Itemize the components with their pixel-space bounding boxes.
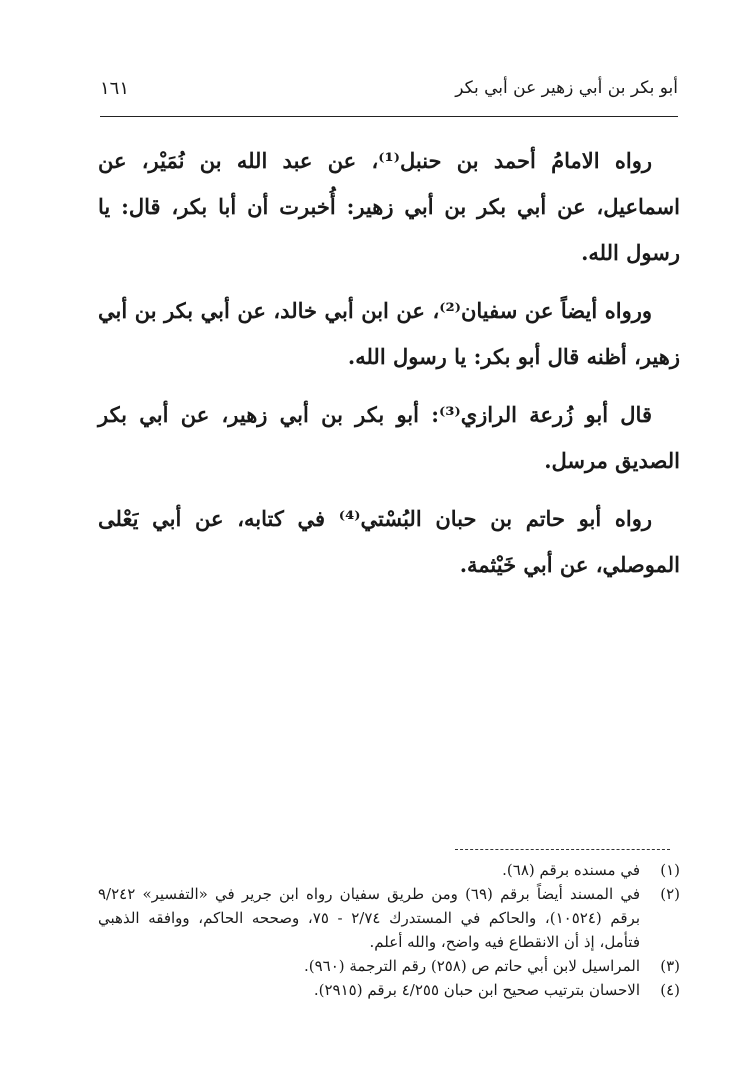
footnotes [98,858,680,1002]
footnote-number: (٢) [660,885,680,903]
paragraph: ورواه أيضاً عن سفيان⁽²⁾، عن ابن أبي خالد، عن أبي بكر بن أبي زهير، أظنه قال أبو بكر: يا رسول الله. [98,298,680,369]
footnote [98,858,680,882]
page-number: ١٦١ [100,78,130,99]
footnote-text: في مسنده برقم (٦٨). [502,861,640,879]
footnote-number: (٣) [660,957,680,975]
footnote-text: الاحسان بترتيب صحيح ابن حبان ٤/٢٥٥ برقم (٢٩١٥). [313,981,640,999]
footnote-text: في المسند أيضاً برقم (٦٩) ومن طريق سفيان رواه ابن جرير في «التفسير» ٩/٢٤٢ برقم (١٠٥٢٤)، والحاكم في المستدرك ٢/٧٤ - ٧٥، وصححه الحاكم، ووافقه الذهبي فتأمل، إذ أن الانقطاع فيه واضح، والله أعلم. [98,885,640,951]
paragraph: رواه أبو حاتم بن حبان البُسْتي⁽⁴⁾ في كتابه، عن أبي يَعْلى الموصلي، عن أبي خَيْثمة. [98,506,680,577]
footnote-number: (٤) [660,981,680,999]
header-rule [100,116,678,117]
paragraph: رواه الامامُ أحمد بن حنبل⁽¹⁾، عن عبد الله بن نُمَيْر، عن اسماعيل، عن أبي بكر بن أبي زهير: أُخبرت أن أبا بكر، قال: يا رسول الله. [98,148,680,265]
footnote [98,882,680,954]
main-text [98,138,680,600]
footnote [98,978,680,1002]
footnote-number: (١) [660,861,680,879]
footnote-text: المراسيل لابن أبي حاتم ص (٢٥٨) رقم الترجمة (٩٦٠). [303,957,640,975]
footnote [98,954,680,978]
paragraph: قال أبو زُرعة الرازي⁽³⁾: أبو بكر بن أبي زهير، عن أبي بكر الصديق مرسل. [98,402,680,473]
page-header [100,68,678,108]
footnotes-separator [455,849,670,850]
running-title: أبو بكر بن أبي زهير عن أبي بكر [455,78,678,98]
